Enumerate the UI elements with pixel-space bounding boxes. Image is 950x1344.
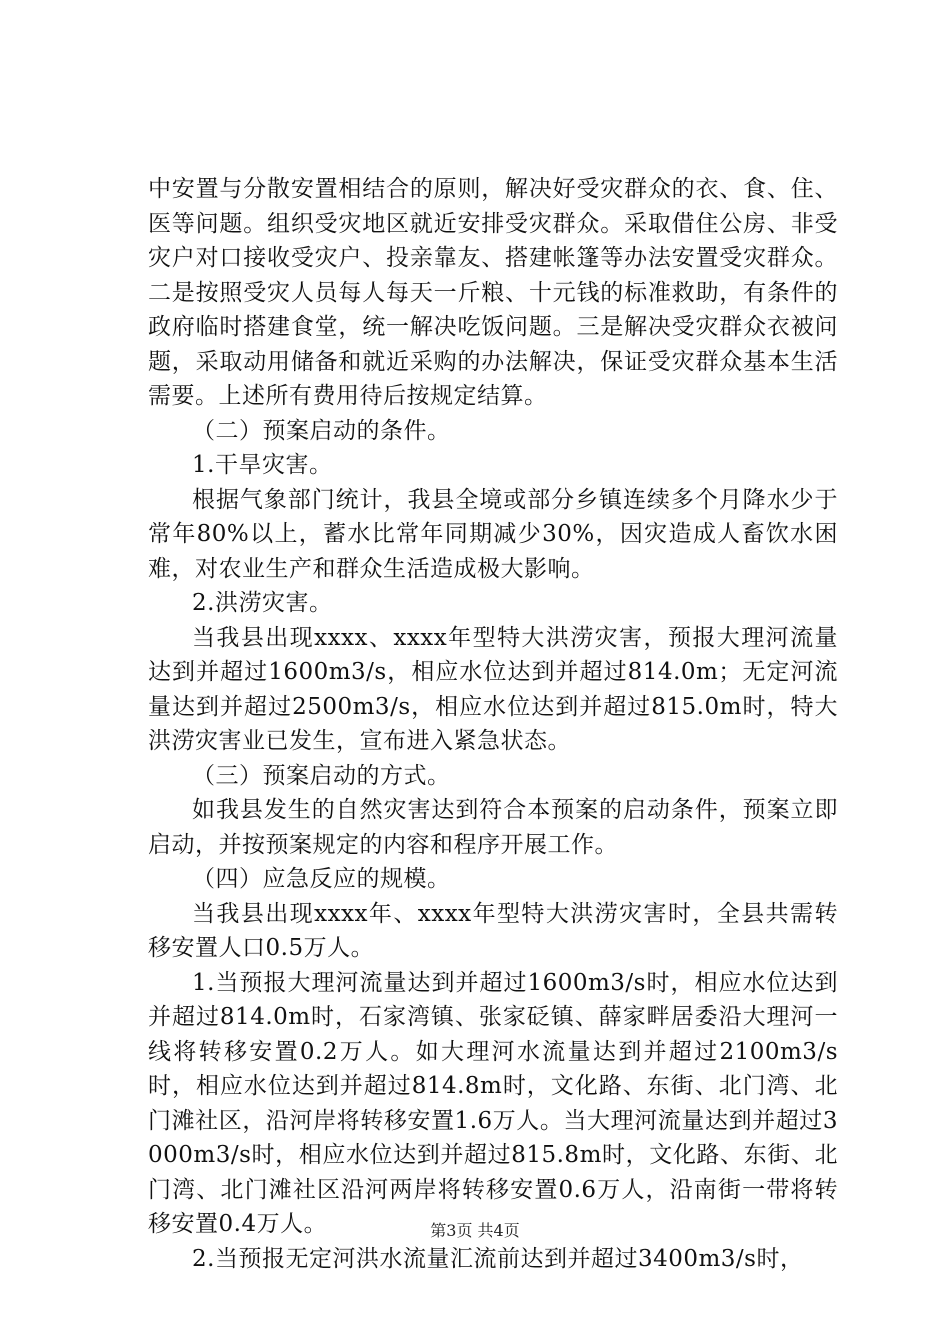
paragraph: 如我县发生的自然灾害达到符合本预案的启动条件，预案立即启动，并按预案规定的内容和程序开展工作。 bbox=[148, 797, 838, 858]
paragraph: 当我县出现xxxx、xxxx年型特大洪涝灾害，预报大理河流量达到并超过1600m3/s，相应水位达到并超过814.0m；无定河流量达到并超过2500m3/s，相应水位达到并超过815.0m时，特大洪涝灾害业已发生，宣布进入紧急状态。 bbox=[148, 624, 838, 754]
page-footer bbox=[0, 1218, 950, 1241]
section-heading-4: （四）应急反应的规模。 bbox=[192, 866, 451, 892]
paragraph: 2.当预报无定河洪水流量汇流前达到并超过3400m3/s时， bbox=[192, 1245, 804, 1272]
paragraph: 根据气象部门统计，我县全境或部分乡镇连续多个月降水少于常年80%以上，蓄水比常年同期减少30%，因灾造成人畜饮水困难，对农业生产和群众生活造成极大影响。 bbox=[148, 486, 838, 582]
paragraph: 当我县出现xxxx年、xxxx年型特大洪涝灾害时，全县共需转移安置人口0.5万人。 bbox=[148, 900, 838, 961]
subsection-heading: 2.洪涝灾害。 bbox=[192, 590, 333, 616]
paragraph: 1.当预报大理河流量达到并超过1600m3/s时，相应水位达到并超过814.0m时，石家湾镇、张家砭镇、薛家畔居委沿大理河一线将转移安置0.2万人。如大理河水流量达到并超过2100m3/s时，相应水位达到并超过814.8m时，文化路、东街、北门湾、北门滩社区，沿河岸将转移安置1.6万人。当大理河流量达到并超过3000m3/s时，相应水位达到并超过815.8m时，文化路、东街、北门湾、北门滩社区沿河两岸将转移安置0.6万人，沿南街一带将转移安置0.4万人。 bbox=[148, 969, 838, 1237]
page-number-label: 第3页 共4页 bbox=[430, 1221, 520, 1240]
document-body bbox=[148, 172, 838, 1276]
subsection-heading: 1.干旱灾害。 bbox=[192, 452, 333, 478]
section-heading-2: （二）预案启动的条件。 bbox=[192, 417, 451, 444]
paragraph: 中安置与分散安置相结合的原则，解决好受灾群众的衣、食、住、医等问题。组织受灾地区就近安排受灾群众。采取借住公房、非受灾户对口接收受灾户、投亲靠友、搭建帐篷等办法安置受灾群众。二是按照受灾人员每人每天一斤粮、十元钱的标准救助，有条件的政府临时搭建食堂，统一解决吃饭问题。三是解决受灾群众衣被问题，采取动用储备和就近采购的办法解决，保证受灾群众基本生活需要。上述所有费用待后按规定结算。 bbox=[148, 176, 838, 409]
section-heading-3: （三）预案启动的方式。 bbox=[192, 762, 451, 789]
